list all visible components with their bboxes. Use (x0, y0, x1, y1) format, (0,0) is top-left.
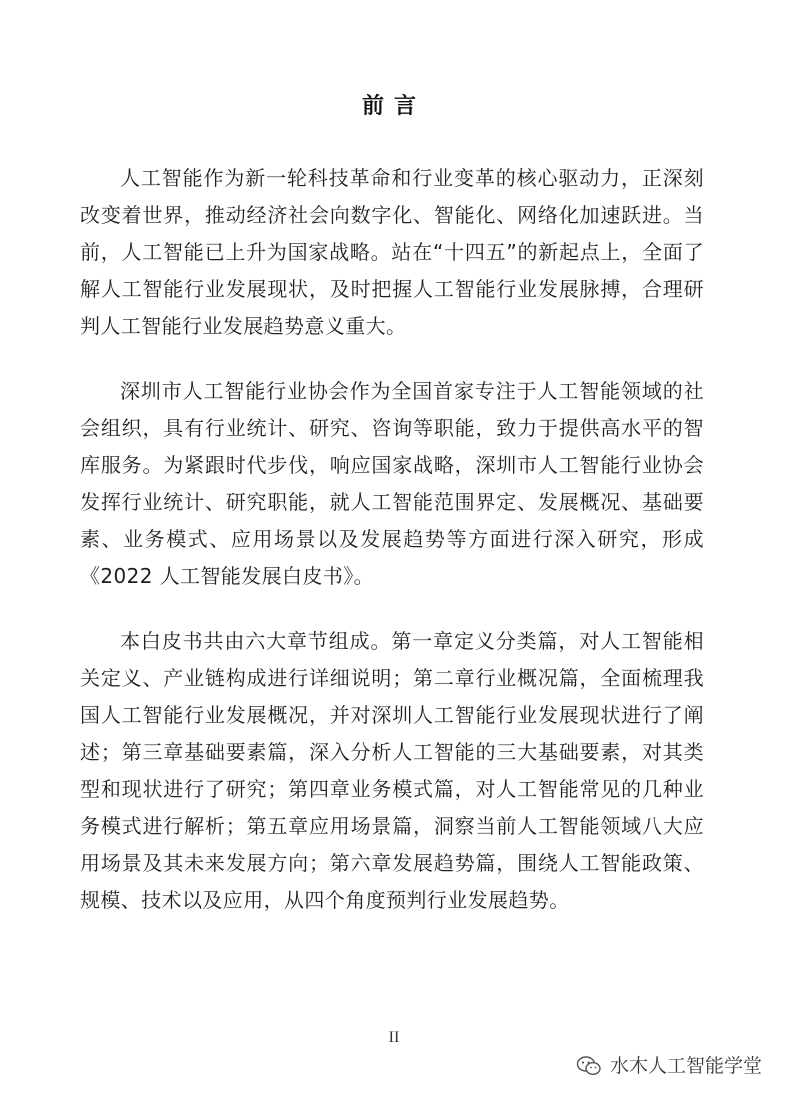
body-text (80, 160, 704, 947)
watermark-text: 水木人工智能学堂 (609, 1055, 762, 1077)
paragraph-intro: 人工智能作为新一轮科技革命和行业变革的核心驱动力，正深刻改变着世界，推动经济社会向数字化、智能化、网络化加速跃进。当前，人工智能已上升为国家战略。站在“十四五”的新起点上，全面了解人工智能行业发展现状，及时把握人工智能行业发展脉搏，合理研判人工智能行业发展趋势意义重大。 (80, 166, 704, 338)
paragraph-structure: 本白皮书共由六大章节组成。第一章定义分类篇，对人工智能相关定义、产业链构成进行详细说明；第二章行业概况篇，全面梳理我国人工智能行业发展概况，并对深圳人工智能行业发展现状进行了阐述；第三章基础要素篇，深入分析人工智能的三大基础要素，对其类型和现状进行了研究；第四章业务模式篇，对人工智能常见的几种业务模式进行解析；第五章应用场景篇，洞察当前人工智能领域八大应用场景及其未来发展方向；第六章发展趋势篇，围绕人工智能政策、规模、技术以及应用，从四个角度预判行业发展趋势。 (80, 629, 704, 912)
page-number: II (388, 1029, 400, 1046)
wechat-icon (576, 1055, 602, 1077)
paragraph-association: 深圳市人工智能行业协会作为全国首家专注于人工智能领域的社会组织，具有行业统计、研究、咨询等职能，致力于提供高水平的智库服务。为紧跟时代步伐，响应国家战略，深圳市人工智能行业协会发挥行业统计、研究职能，就人工智能范围界定、发展概况、基础要素、业务模式、应用场景以及发展趋势等方面进行深入研究，形成《2022 人工智能发展白皮书》。 (80, 379, 704, 588)
page-title: 前言 (361, 94, 426, 119)
watermark (576, 1054, 762, 1078)
